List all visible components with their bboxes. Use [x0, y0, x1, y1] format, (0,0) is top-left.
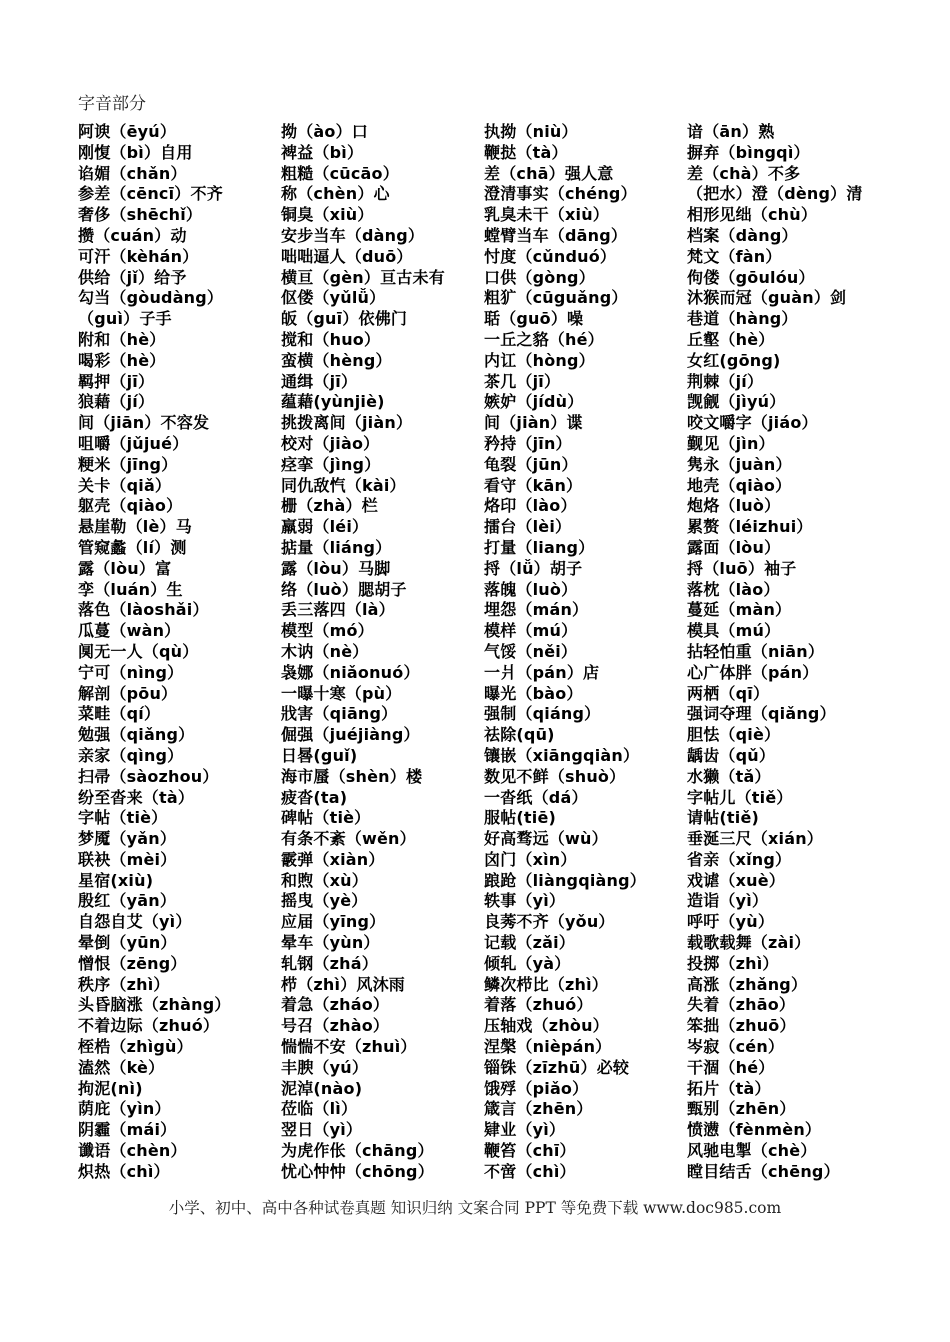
vocab-entry: 横亘（gèn）亘古未有 [281, 267, 445, 287]
vocab-entry: 拓片（tà） [687, 1078, 771, 1098]
vocab-entry: 蛮横（hèng） [281, 350, 392, 370]
vocab-entry: 看守（kān） [484, 475, 583, 495]
footer-text: 小学、初中、高中各种试卷真题 知识归纳 文案合同 PPT 等免费下载 www.doc985.com [168, 1199, 782, 1217]
vocab-entry: 躯壳（qiào） [78, 496, 183, 516]
vocab-entry: 疲沓(ta) [281, 787, 348, 807]
vocab-entry: 海市蜃（shèn）楼 [281, 766, 423, 786]
vocab-entry: 头昏脑涨（zhàng） [78, 995, 231, 1015]
vocab-entry: 烙印（lào） [484, 496, 577, 516]
vocab-entry: 伛偻（yǔlǚ） [281, 288, 386, 308]
vocab-entry: 攒（cuán）动 [78, 225, 187, 245]
vocab-entry: 肄业（yì） [484, 1120, 566, 1140]
vocab-entry: 档案（dàng） [687, 225, 798, 245]
vocab-entry: 巷道（hàng） [687, 309, 798, 329]
vocab-entry: 执拗（niù） [484, 122, 578, 141]
vocab-entry: 粳米（jīng） [78, 454, 178, 474]
vocab-entry: 差（chā）强人意 [484, 163, 614, 183]
vocab-entry: 隽永（juàn） [687, 454, 792, 474]
vocab-column-3 [484, 122, 687, 1183]
vocab-entry: 勉强（qiǎng） [78, 725, 195, 745]
vocab-entry: 模型（mó） [281, 621, 374, 641]
vocab-entry: 觊觎（jìyú） [687, 392, 786, 412]
vocab-entry: 炮烙（luò） [687, 496, 781, 516]
vocab-entry: 落魄（luò） [484, 579, 578, 599]
vocab-entry: 女红(gōng) [687, 350, 781, 370]
vocab-entry: 供给（jǐ）给予 [78, 267, 187, 287]
vocab-entry: 悬崖勒（lè）马 [78, 517, 192, 537]
vocab-entry: 孪（luán）生 [78, 579, 183, 599]
vocab-entry: 投掷（zhì） [687, 953, 779, 973]
vocab-entry: 桎梏（zhìgù） [78, 1037, 193, 1057]
vocab-entry: 同仇敌忾（kài） [281, 475, 406, 495]
vocab-entry: 阒无一人（qù） [78, 641, 199, 661]
vocab-entry: 间（jiān）不容发 [78, 413, 210, 433]
vocab-entry: 为虎作伥（chāng） [281, 1141, 434, 1161]
vocab-entry: 露面（lòu） [687, 537, 781, 557]
vocab-entry: 忖度（cǔnduó） [484, 246, 617, 266]
vocab-entry: 呼吁（yù） [687, 912, 775, 932]
vocab-entry: 茶几（jī） [484, 371, 561, 391]
vocab-entry: 不着边际（zhuó） [78, 1016, 220, 1036]
vocab-entry: 强制（qiáng） [484, 704, 601, 724]
vocab-entry: 溘然（kè） [78, 1057, 165, 1077]
vocab-entry: 丘壑（hè） [687, 329, 775, 349]
vocab-entry: 秩序（zhì） [78, 974, 170, 994]
vocab-entry: 荆棘（jí） [687, 371, 764, 391]
vocab-entry: 自怨自艾（yì） [78, 912, 192, 932]
vocab-entry: 落枕（lào） [687, 579, 780, 599]
vocab-entry: 胆怯（qiè） [687, 725, 781, 745]
vocab-entry: 搅和（huo） [281, 329, 381, 349]
vocab-entry: 埋怨（mán） [484, 600, 589, 620]
vocab-entry: 通缉（jī） [281, 371, 358, 391]
vocab-entry: 附和（hè） [78, 329, 166, 349]
vocab-entry: 甄别（zhēn） [687, 1099, 796, 1119]
vocab-entry: 载歌载舞（zài） [687, 933, 811, 953]
vocab-entry: 沐猴而冠（guàn）剑 [687, 288, 847, 308]
vocab-entry: 憎恨（zēng） [78, 953, 187, 973]
vocab-entry: 联袂（mèi） [78, 849, 177, 869]
vocab-entry: 打量（liang） [484, 537, 595, 557]
vocab-entry: 省亲（xǐng） [687, 849, 792, 869]
vocab-entry: 裨益（bì） [281, 142, 364, 162]
vocab-entry: 笨拙（zhuō） [687, 1016, 796, 1036]
vocab-entry: 咀嚼（jǔjué） [78, 433, 189, 453]
vocab-entry: 关卡（qiǎ） [78, 475, 172, 495]
vocab-entry: 螳臂当车（dāng） [484, 225, 628, 245]
vocab-entry: 惴惴不安（zhuì） [281, 1037, 417, 1057]
vocab-column-2 [281, 122, 484, 1183]
vocab-entry: 岑寂（cén） [687, 1037, 785, 1057]
vocab-entry: 应届（yīng） [281, 912, 386, 932]
vocab-entry: （把水）澄（dèng）清 [687, 184, 863, 204]
vocab-entry: 锱铢（zīzhū）必较 [484, 1057, 630, 1077]
vocab-entry: 咬文嚼字（jiáo） [687, 413, 818, 433]
vocab-entry: 扫帚（sàozhou） [78, 766, 219, 786]
vocab-entry: 服帖(tiē) [484, 808, 557, 828]
vocab-entry: 佝偻（gōulóu） [687, 267, 815, 287]
vocab-entry: 数见不鲜（shuò） [484, 766, 626, 786]
vocab-entry: 良莠不齐（yǒu） [484, 912, 615, 932]
vocab-entry: 饿殍（piǎo） [484, 1078, 589, 1098]
vocab-entry: 鳞次栉比（zhì） [484, 974, 608, 994]
vocab-entry: 倔强（juéjiàng） [281, 725, 420, 745]
vocab-entry: 和煦（xù） [281, 870, 368, 890]
vocab-entry: 袅娜（niǎonuó） [281, 662, 420, 682]
vocab-entry: 丢三落四（là） [281, 600, 395, 620]
vocab-entry: 失着（zhāo） [687, 995, 796, 1015]
vocab-column-4 [687, 122, 877, 1183]
vocab-entry: 解剖（pōu） [78, 683, 178, 703]
vocab-entry: 相形见绌（chù） [687, 205, 818, 225]
vocab-entry: 字帖（tiè） [78, 808, 168, 828]
vocab-entry: 戕害（qiāng） [281, 704, 398, 724]
vocab-entry: 模样（mú） [484, 621, 578, 641]
vocab-entry: 痉挛（jìng） [281, 454, 381, 474]
vocab-entry: 木讷（nè） [281, 641, 369, 661]
vocab-entry: 霰弹（xiàn） [281, 849, 385, 869]
vocab-entry: 鞭笞（chī） [484, 1141, 576, 1161]
vocab-entry: 乳臭未干（xiù） [484, 205, 609, 225]
vocab-entry: 地壳（qiào） [687, 475, 792, 495]
vocab-entry: 谙（ān）熟 [687, 122, 775, 141]
vocab-entry: 纷至沓来（tà） [78, 787, 195, 807]
vocab-entry: 忧心忡忡（chōng） [281, 1161, 434, 1181]
vocab-entry: 觐见（jìn） [687, 433, 775, 453]
vocab-entry: 皈（guī）依佛门 [281, 309, 408, 329]
vocab-entry: 轶事（yì） [484, 891, 566, 911]
vocab-entry: 管窥蠡（lí）测 [78, 537, 187, 557]
vocab-entry: 日晷(guǐ) [281, 745, 358, 765]
vocab-entry: 号召（zhào） [281, 1016, 390, 1036]
vocab-entry: 一爿（pán）店 [484, 662, 600, 682]
vocab-entry: 阴霾（mái） [78, 1120, 177, 1140]
vocab-entry: 羸弱（léi） [281, 517, 369, 537]
vocab-entry: 澄清事实（chéng） [484, 184, 637, 204]
vocab-entry: 镶嵌（xiāngqiàn） [484, 745, 640, 765]
vocab-entry: 擂台（lèi） [484, 517, 572, 537]
vocab-entry: 炽热（chì） [78, 1161, 170, 1181]
vocab-entry: 累赘（léizhui） [687, 517, 813, 537]
vocab-entry: 刚愎（bì）自用 [78, 142, 193, 162]
vocab-entry: 露（lòu）富 [78, 558, 172, 578]
vocab-entry: 高涨（zhǎng） [687, 974, 808, 994]
vocab-entry: 祛除(qū) [484, 725, 555, 745]
vocab-entry: 栉（zhì）风沐雨 [281, 974, 405, 994]
vocab-entry: 好高骛远（wù） [484, 829, 608, 849]
vocab-entry: 口供（gòng） [484, 267, 595, 287]
vocab-entry: 强词夺理（qiǎng） [687, 704, 836, 724]
vocab-entry: 记载（zǎi） [484, 933, 575, 953]
vocab-entry: 造诣（yì） [687, 891, 769, 911]
vocab-entry: 倾轧（yà） [484, 953, 571, 973]
vocab-entry: 心广体胖（pán） [687, 662, 819, 682]
vocab-entry: 着落（zhuó） [484, 995, 593, 1015]
vocab-entry: 轧钢（zhá） [281, 953, 378, 973]
vocab-entry: 矜持（jīn） [484, 433, 572, 453]
vocab-entry: 晕倒（yūn） [78, 933, 177, 953]
vocab-entry: 摒弃（bìngqì） [687, 142, 810, 162]
vocab-entry: 殷红（yān） [78, 891, 177, 911]
vocab-entry: 阿谀（ēyú） [78, 122, 177, 141]
vocab-entry: 模具（mú） [687, 621, 781, 641]
vocab-entry: 泥淖(nào) [281, 1078, 363, 1098]
vocab-entry: 鞭挞（tà） [484, 142, 568, 162]
vocab-entry: 谶语（chèn） [78, 1141, 187, 1161]
vocab-entry: 请帖(tiě) [687, 808, 760, 828]
vocab-entry: 挑拨离间（jiàn） [281, 413, 413, 433]
vocab-entry: 踉跄（liàngqiàng） [484, 870, 646, 890]
vocab-entry: 羁押（jī） [78, 371, 155, 391]
vocab-grid [78, 122, 877, 1183]
vocab-entry: 有条不紊（wěn） [281, 829, 416, 849]
vocab-entry: 风驰电掣（chè） [687, 1141, 817, 1161]
vocab-entry: 校对（jiào） [281, 433, 380, 453]
vocab-entry: 瓜蔓（wàn） [78, 621, 181, 641]
vocab-entry: 奢侈（shēchǐ） [78, 205, 203, 225]
vocab-entry: 一沓纸（dá） [484, 787, 588, 807]
vocab-entry: 安步当车（dàng） [281, 225, 425, 245]
vocab-entry: 摇曳（yè） [281, 891, 368, 911]
vocab-entry: 丰腴（yú） [281, 1057, 369, 1077]
vocab-entry: 涅槃（nièpán） [484, 1037, 612, 1057]
vocab-entry: 星宿(xiù) [78, 870, 154, 890]
vocab-entry: 着急（zháo） [281, 995, 390, 1015]
vocab-entry: 垂涎三尺（xián） [687, 829, 823, 849]
vocab-entry: 一丘之貉（hé） [484, 329, 604, 349]
vocab-entry: 粗犷（cūguǎng） [484, 288, 628, 308]
vocab-entry: 愤懑（fènmèn） [687, 1120, 822, 1140]
vocab-entry: 一曝十寒（pù） [281, 683, 402, 703]
vocab-entry: 内讧（hòng） [484, 350, 595, 370]
vocab-entry: 掂量（liáng） [281, 537, 392, 557]
vocab-entry: 龋齿（qǔ） [687, 745, 776, 765]
vocab-entry: 差（chà）不多 [687, 163, 801, 183]
vocab-entry: 蔓延（màn） [687, 600, 792, 620]
vocab-entry: 称（chèn）心 [281, 184, 390, 204]
vocab-entry: 参差（cēncī）不齐 [78, 184, 223, 204]
vocab-entry: 可汗（kèhán） [78, 246, 199, 266]
vocab-entry: 络（luò）腮胡子 [281, 579, 407, 599]
vocab-entry: 梦魇（yǎn） [78, 829, 177, 849]
vocab-entry: 喝彩（hè） [78, 350, 166, 370]
vocab-entry: 龟裂（jūn） [484, 454, 578, 474]
vocab-entry: 气馁（něi） [484, 641, 578, 661]
vocab-entry: 蕴藉(yùnjiè) [281, 392, 385, 412]
vocab-entry: 拈轻怕重（niān） [687, 641, 825, 661]
vocab-entry: 字帖儿（tiě） [687, 787, 793, 807]
vocab-entry: 压轴戏（zhòu） [484, 1016, 609, 1036]
vocab-entry: 铜臭（xiù） [281, 205, 374, 225]
vocab-entry: 干涸（hé） [687, 1057, 775, 1077]
vocab-entry: 晕车（yùn） [281, 933, 380, 953]
vocab-entry: 两栖（qī） [687, 683, 770, 703]
vocab-entry: 不啻（chì） [484, 1161, 576, 1181]
vocab-entry: 瞠目结舌（chēng） [687, 1161, 840, 1181]
vocab-entry: 捋（luō）袖子 [687, 558, 797, 578]
vocab-entry: 粗糙（cūcāo） [281, 163, 399, 183]
vocab-entry: 勾当（gòudàng） [78, 288, 224, 308]
vocab-entry: 荫庇（yìn） [78, 1099, 171, 1119]
vocab-entry: 谄媚（chǎn） [78, 163, 187, 183]
vocab-entry: 囟门（xìn） [484, 849, 577, 869]
vocab-entry: 翌日（yì） [281, 1120, 363, 1140]
vocab-entry: 间（jiàn）谍 [484, 413, 583, 433]
vocab-entry: 狼藉（jí） [78, 392, 155, 412]
vocab-entry: 宁可（nìng） [78, 662, 184, 682]
vocab-entry: 箴言（zhēn） [484, 1099, 593, 1119]
vocab-entry: 拗（ào）口 [281, 122, 368, 141]
vocab-entry: 亲家（qìng） [78, 745, 184, 765]
vocab-entry: 栅（zhà）栏 [281, 496, 378, 516]
vocab-entry: （guì）子手 [78, 309, 172, 329]
vocab-entry: 菜畦（qí） [78, 704, 161, 724]
vocab-entry: 水獭（tǎ） [687, 766, 771, 786]
vocab-entry: 莅临（lì） [281, 1099, 358, 1119]
vocab-entry: 嫉妒（jídù） [484, 392, 584, 412]
section-title: 字音部分 [78, 94, 146, 114]
vocab-column-1 [78, 122, 281, 1183]
vocab-entry: 咄咄逼人（duō） [281, 246, 413, 266]
vocab-entry: 聒（guō）噪 [484, 309, 584, 329]
vocab-entry: 梵文（fàn） [687, 246, 782, 266]
vocab-entry: 捋（lǚ）胡子 [484, 558, 583, 578]
vocab-entry: 落色（làoshǎi） [78, 600, 209, 620]
vocab-entry: 碑帖（tiè） [281, 808, 371, 828]
vocab-entry: 拘泥(nì) [78, 1078, 143, 1098]
vocab-entry: 戏谑（xuè） [687, 870, 785, 890]
vocab-entry: 露（lòu）马脚 [281, 558, 391, 578]
vocab-entry: 曝光（bào） [484, 683, 583, 703]
